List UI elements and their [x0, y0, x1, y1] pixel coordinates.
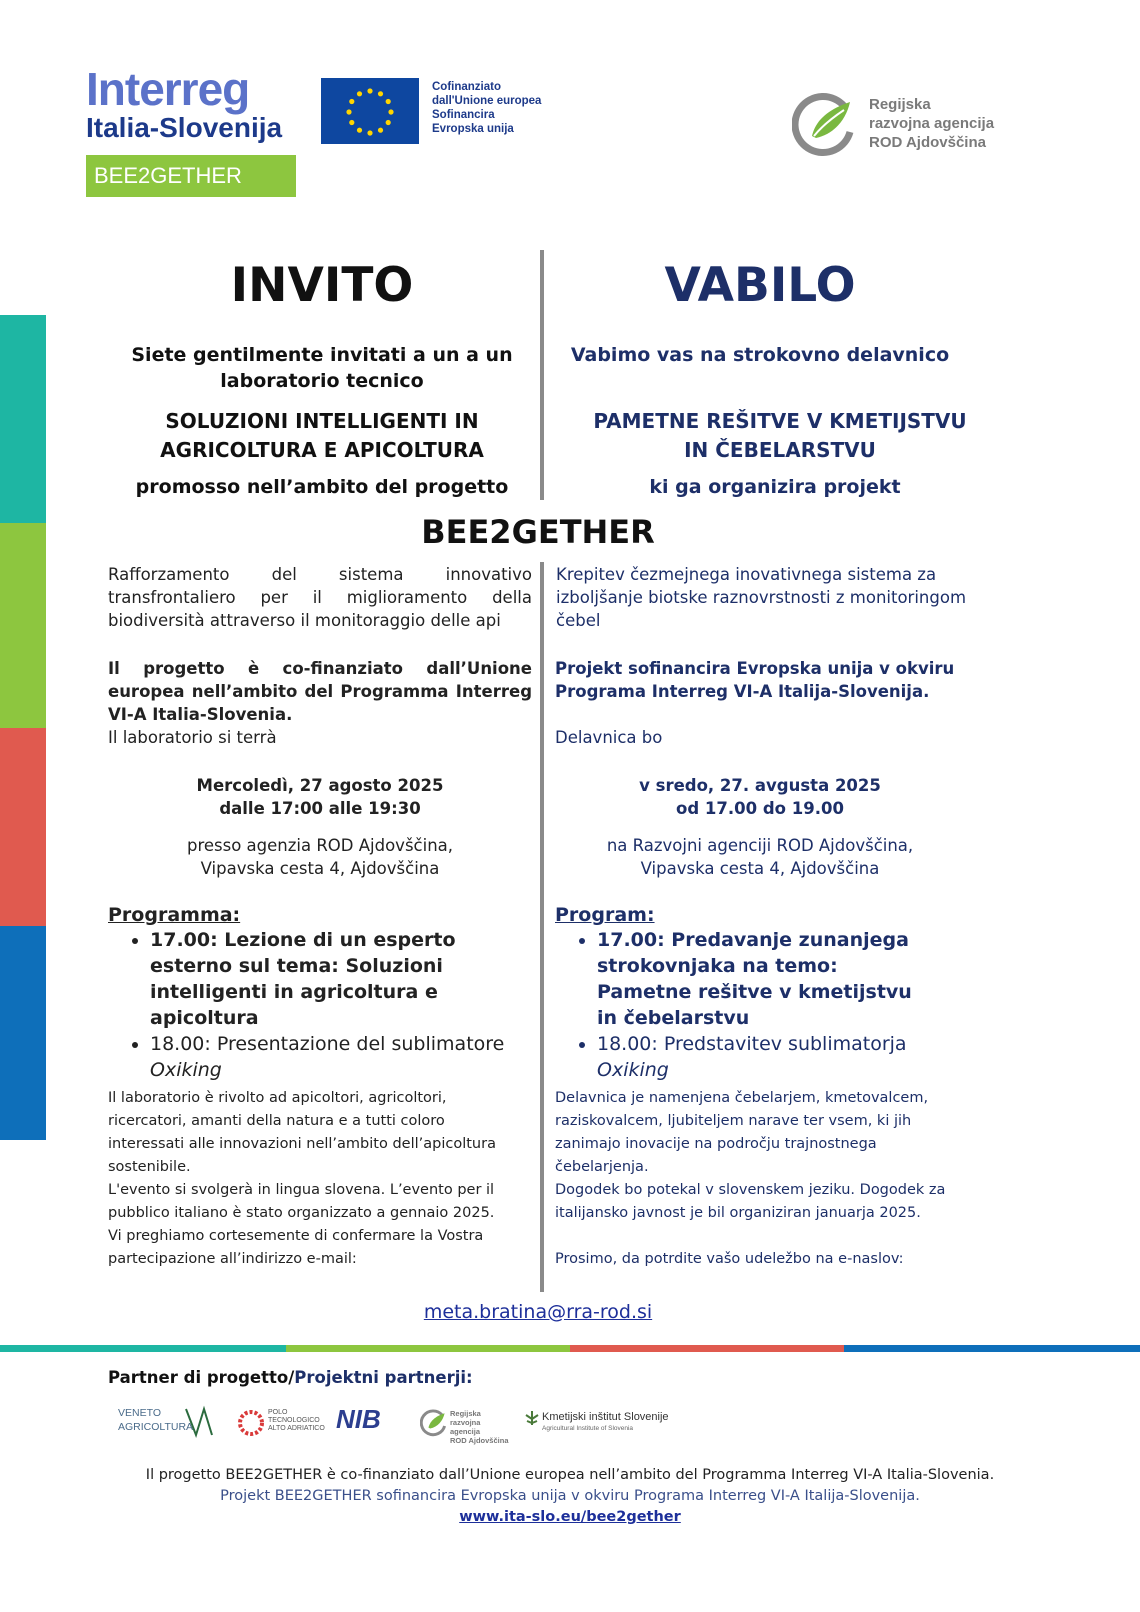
- italian-cofinance-note: Il progetto è co-finanziato dall’Unione europea nell’ambito del Programma Interreg VI-A Italia-Slovenia.: [108, 659, 532, 724]
- italian-workshop-title: SOLUZIONI INTELLIGENTI IN AGRICOLTURA E APICOLTURA: [160, 409, 484, 462]
- slovene-time: od 17.00 do 19.00: [676, 799, 844, 818]
- footer-italian-note: Il progetto BEE2GETHER è co-finanziato dall’Unione europea nell’ambito del Programma Interreg VI-A Italia-Slovenia.: [145, 1467, 995, 1483]
- italian-place-line2: Vipavska cesta 4, Ajdovščina: [200, 859, 440, 878]
- partner-rod-logo: Regijska razvojna agencija ROD Ajdovščina: [420, 1407, 512, 1441]
- project-name-heading: BEE2GETHER: [421, 513, 655, 551]
- slovene-project-description: Krepitev čezmejnega inovativnega sistema za izboljšanje biotske raznovrstnosti z monitoringom čebel: [556, 565, 967, 630]
- sidebar-red-bar: [0, 728, 46, 926]
- slovene-program: [555, 904, 975, 1083]
- partner-polo-tecnologico-logo: POLO TECNOLOGICO ALTO ADRIATICO: [236, 1406, 336, 1440]
- italian-held-label: Il laboratorio si terrà: [108, 728, 277, 747]
- italian-confirm: Vi preghiamo cortesemente di confermare la Vostra partecipazione all’indirizzo e-mail:: [108, 1228, 484, 1267]
- slovene-program-list: [555, 927, 975, 1083]
- slovene-date: v sredo, 27. avgusta 2025: [639, 776, 881, 795]
- slovene-title: VABILO: [664, 258, 856, 313]
- eu-cofinance-text: Cofinanziato dall'Unione europea Sofinancira Evropska unija: [432, 81, 542, 135]
- slovene-program-item-2: • 18.00: Predstavitev sublimatorja Oxiking: [597, 1031, 975, 1083]
- partner-nib-logo: NIB: [336, 1404, 381, 1434]
- italian-title: INVITO: [230, 258, 414, 313]
- italian-audience: Il laboratorio è rivolto ad apicoltori, agricoltori, ricercatori, amanti della natura e a tutti coloro interessati alle innovazioni nell’ambito dell’apicoltura sostenibile. L'evento si svolgerà in lingua slovena. L’evento per il pubblico italiano è stato organizzato a gennaio 2025.: [108, 1090, 496, 1221]
- italian-program-item-1: • 17.00: Lezione di un esperto esterno sul tema: Soluzioni intelligenti in agricoltura e apicoltura: [150, 927, 538, 1031]
- contact-email-link[interactable]: meta.bratina@rra-rod.si: [423, 1301, 653, 1323]
- footer-red-bar: [570, 1345, 844, 1352]
- slovene-program-item-1: • 17.00: Predavanje zunanjega strokovnjaka na temo: Pametne rešitve v kmetijstvu in čebelarstvu: [597, 927, 975, 1031]
- italian-program-item-2: • 18.00: Presentazione del sublimatore Oxiking: [150, 1031, 538, 1083]
- column-divider-top: [540, 250, 544, 500]
- slovene-workshop-title: PAMETNE REŠITVE V KMETIJSTVU IN ČEBELARSTVU: [593, 409, 967, 462]
- italian-date: Mercoledì, 27 agosto 2025: [196, 776, 444, 795]
- project-badge: BEE2GETHER: [86, 155, 296, 197]
- italian-project-description: Rafforzamento del sistema innovativo transfrontaliero per il miglioramento della biodiversità attraverso il monitoraggio delle api: [108, 565, 532, 630]
- partners-label: Partner di progetto/Projektni partnerji:: [108, 1368, 473, 1387]
- slovene-audience: Delavnica je namenjena čebelarjem, kmetovalcem, raziskovalcem, ljubiteljem narave ter vsem, ki jih zanimajo inovacije na področju trajnostnega čebelarjenja. Dogodek bo potekal v slovenskem jeziku. Dogodek za italijansko javnost je bil organiziran januarja 2025.: [555, 1090, 946, 1221]
- italian-intro: Siete gentilmente invitati a un a un laboratorio tecnico: [131, 344, 513, 392]
- italian-time: dalle 17:00 alle 19:30: [219, 799, 421, 818]
- slovene-confirm: Prosimo, da potrdite vašo udeležbo na e-naslov:: [555, 1251, 904, 1267]
- rod-agency-name: Regijska razvojna agencija ROD Ajdovščina: [869, 96, 995, 151]
- footer-green-bar: [286, 1345, 570, 1352]
- interreg-logo-word: Interreg: [86, 63, 250, 115]
- footer-blue-bar: [844, 1345, 1140, 1352]
- italian-promoted: promosso nell’ambito del progetto: [135, 476, 509, 498]
- slovene-intro: Vabimo vas na strokovno delavnico: [570, 344, 950, 366]
- footer-slovene-note: Projekt BEE2GETHER sofinancira Evropska unija v okviru Programa Interreg VI-A Italija-Slovenija.: [220, 1488, 920, 1504]
- sidebar-teal-bar: [0, 315, 46, 523]
- slovene-place-line1: na Razvojni agenciji ROD Ajdovščina,: [606, 836, 914, 855]
- slovene-cofinance-note: Projekt sofinancira Evropska unija v okviru Programa Interreg VI-A Italija-Slovenija.: [555, 659, 955, 701]
- interreg-logo-subtitle: Italia-Slovenija: [86, 112, 283, 143]
- italian-program-heading: Programma:: [108, 904, 241, 926]
- slovene-promoted: ki ga organizira projekt: [649, 476, 901, 498]
- footer-teal-bar: [0, 1345, 286, 1352]
- slovene-program-heading: Program:: [555, 904, 655, 926]
- footer-website-link[interactable]: www.ita-slo.eu/bee2gether: [459, 1509, 681, 1525]
- rod-agency-logo-icon: [792, 92, 858, 158]
- slovene-held-label: Delavnica bo: [555, 728, 663, 747]
- eu-flag-icon: [321, 78, 419, 144]
- column-divider-bottom: [540, 562, 544, 1292]
- italian-program: [108, 904, 538, 1083]
- partner-kis-logo: Kmetijski inštitut Slovenije Agricultural Institute of Slovenia: [524, 1409, 664, 1437]
- slovene-place-line2: Vipavska cesta 4, Ajdovščina: [640, 859, 880, 878]
- partner-veneto-agricoltura-logo: VENETO AGRICOLTURA: [118, 1405, 218, 1441]
- italian-program-list: [108, 927, 538, 1083]
- sidebar-green-bar: [0, 523, 46, 728]
- italian-place-line1: presso agenzia ROD Ajdovščina,: [186, 836, 454, 855]
- sidebar-blue-bar: [0, 926, 46, 1140]
